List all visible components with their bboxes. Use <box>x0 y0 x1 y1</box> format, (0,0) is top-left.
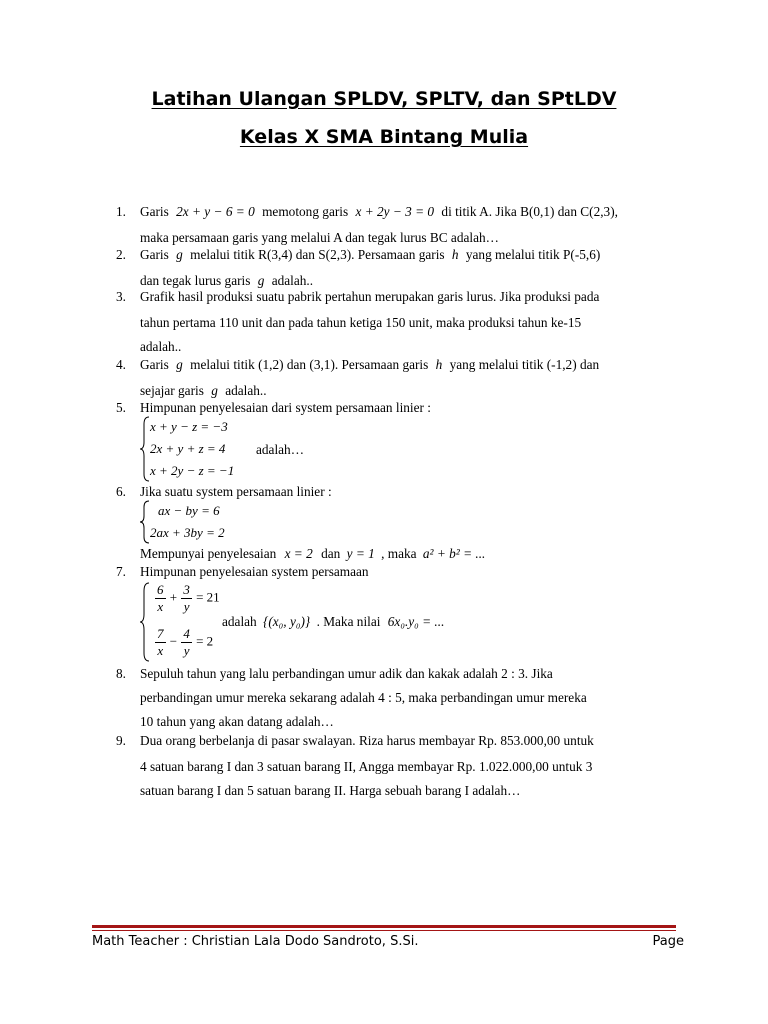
math: h <box>435 357 443 372</box>
question-text <box>140 243 680 267</box>
fraction <box>155 626 166 659</box>
fraction <box>181 582 192 615</box>
math: x = 2 <box>284 546 313 561</box>
equation <box>154 582 220 615</box>
equation-rhs: = 21 <box>196 589 220 605</box>
text: di titik A. Jika B(0,1) dan C(2,3), <box>441 204 618 219</box>
brace-icon <box>140 416 150 482</box>
math: 6x₀.y₀ = ... <box>387 614 445 629</box>
denominator: y <box>183 643 190 658</box>
page-subtitle: Kelas X SMA Bintang Mulia <box>239 126 529 148</box>
text: Garis <box>140 247 169 262</box>
fraction <box>155 582 166 615</box>
question-number: 7. <box>116 564 126 579</box>
operator: + <box>169 589 178 605</box>
text: memotong garis <box>262 204 349 219</box>
denominator: y <box>183 599 190 614</box>
equation: x + 2y − z = −1 <box>150 463 235 478</box>
answer-prompt: adalah… <box>256 442 304 457</box>
footer-page-label: Page <box>652 934 684 949</box>
footer-divider-thin <box>92 930 676 931</box>
text: dan tegak lurus garis <box>140 273 251 288</box>
text: yang melalui titik P(-5,6) <box>465 247 601 262</box>
text: Mempunyai penyelesaian <box>140 546 277 561</box>
math: g <box>211 383 218 398</box>
equations <box>150 500 225 544</box>
math: {(x₀, y₀)} <box>263 614 311 629</box>
numerator: 6 <box>157 582 164 597</box>
math: 2x + y − 6 = 0 <box>176 204 255 219</box>
equation-rhs: = 2 <box>196 633 214 649</box>
math: a² + b² = ... <box>422 546 486 561</box>
text: yang melalui titik (-1,2) dan <box>449 357 600 372</box>
question-text: tahun pertama 110 unit dan pada tahun ketiga 150 unit, maka produksi tahun ke-15 <box>140 315 582 330</box>
text: adalah <box>222 614 257 629</box>
brace-icon <box>140 582 150 662</box>
text: adalah.. <box>225 383 267 398</box>
equation: 2x + y + z = 4 <box>150 441 226 456</box>
math: x + 2y − 3 = 0 <box>355 204 435 219</box>
math: g <box>176 357 183 372</box>
text: , maka <box>381 546 417 561</box>
question-text: 4 satuan barang I dan 3 satuan barang II, Angga membayar Rp. 1.022.000,00 untuk 3 <box>140 759 593 774</box>
denominator: x <box>157 599 164 614</box>
brace-icon <box>140 500 150 544</box>
question-text <box>222 610 448 634</box>
question-text: perbandingan umur mereka sekarang adalah 4 : 5, maka perbandingan umur mereka <box>140 690 587 705</box>
question-number: 6. <box>116 484 126 499</box>
fraction <box>181 626 192 659</box>
operator: − <box>169 633 178 649</box>
text: sejajar garis <box>140 383 204 398</box>
question-text <box>140 353 680 377</box>
math: y = 1 <box>346 546 375 561</box>
text: melalui titik R(3,4) dan S(2,3). Persamaan garis <box>190 247 445 262</box>
numerator: 3 <box>183 582 190 597</box>
question-number: 9. <box>116 733 126 748</box>
equation <box>154 626 213 659</box>
text: Garis <box>140 357 169 372</box>
question-text: satuan barang I dan 5 satuan barang II. Harga sebuah barang I adalah… <box>140 783 521 798</box>
question-number: 8. <box>116 666 126 681</box>
text: . Maka nilai <box>316 614 381 629</box>
text: melalui titik (1,2) dan (3,1). Persamaan garis <box>190 357 429 372</box>
text: Garis <box>140 204 169 219</box>
question-number: 1. <box>116 204 126 219</box>
question-text: Himpunan penyelesaian dari system persamaan linier : <box>140 400 431 415</box>
footer-author: Math Teacher : Christian Lala Dodo Sandroto, S.Si. <box>92 934 419 949</box>
question-text: Grafik hasil produksi suatu pabrik pertahun merupakan garis lurus. Jika produksi pada <box>140 289 600 304</box>
math: g <box>257 273 265 288</box>
equation: 2ax + 3by = 2 <box>150 525 225 540</box>
question-text: Himpunan penyelesaian system persamaan <box>140 564 369 579</box>
question-text: Dua orang berbelanja di pasar swalayan. Riza harus membayar Rp. 853.000,00 untuk <box>140 733 594 748</box>
question-number: 3. <box>116 289 126 304</box>
text: adalah.. <box>271 273 314 288</box>
text: dan <box>321 546 341 561</box>
equation: x + y − z = −3 <box>150 419 228 434</box>
question-text <box>140 200 680 224</box>
math: g <box>176 247 183 262</box>
question-text: adalah.. <box>140 339 182 354</box>
question-text: Jika suatu system persamaan linier : <box>140 484 332 499</box>
page-title: Latihan Ulangan SPLDV, SPLTV, dan SPtLDV <box>151 88 617 110</box>
question-text: Sepuluh tahun yang lalu perbandingan umur adik dan kakak adalah 2 : 3. Jika <box>140 666 553 681</box>
question-number: 4. <box>116 357 126 372</box>
footer-divider <box>92 925 676 928</box>
question-text: 10 tahun yang akan datang adalah… <box>140 714 334 729</box>
equation: ax − by = 6 <box>158 503 220 518</box>
question-number: 5. <box>116 400 126 415</box>
question-text: maka persamaan garis yang melalui A dan tegak lurus BC adalah… <box>140 230 499 245</box>
equations <box>150 416 234 482</box>
numerator: 7 <box>157 626 164 641</box>
denominator: x <box>157 643 164 658</box>
question-number: 2. <box>116 247 126 262</box>
numerator: 4 <box>183 626 190 641</box>
math: h <box>451 247 459 262</box>
